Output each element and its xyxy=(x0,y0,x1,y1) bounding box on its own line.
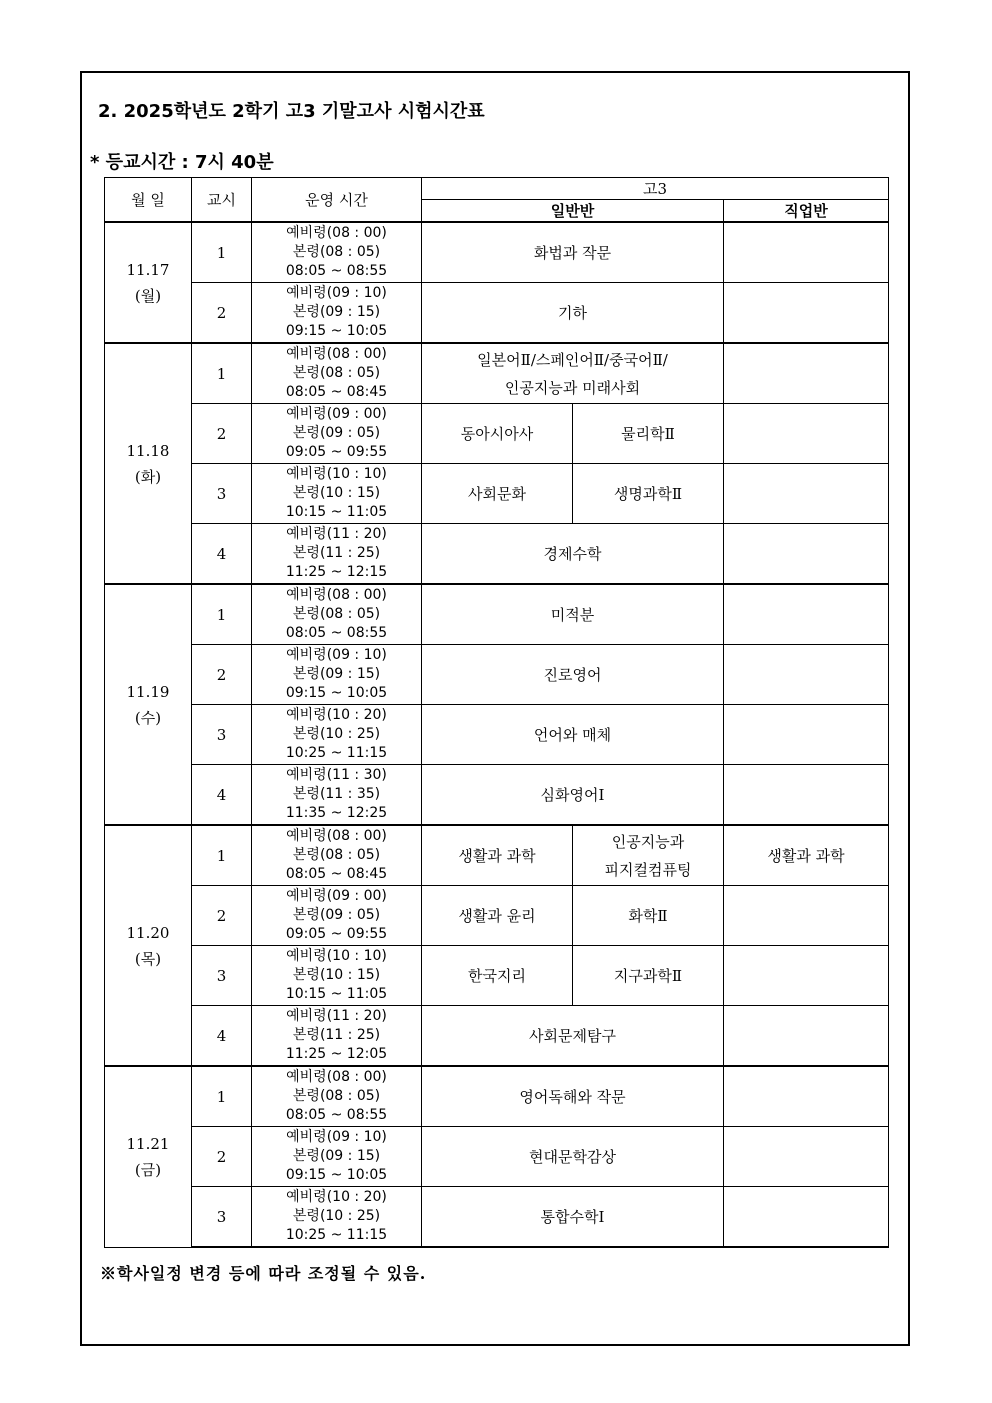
prep-bell-time: 예비령(09 : 10) xyxy=(286,285,387,301)
period-number: 3 xyxy=(192,1187,252,1248)
vocational-subject: 생활과 과학 xyxy=(724,825,889,886)
page-title: 2. 2025학년도 2학기 고3 기말고사 시험시간표 xyxy=(98,101,485,122)
exam-time-range: 10:15 ~ 11:05 xyxy=(285,986,388,1002)
period-number: 1 xyxy=(192,584,252,645)
table-row xyxy=(105,404,889,464)
prep-bell-time: 예비령(09 : 10) xyxy=(286,1129,387,1145)
time-cell xyxy=(252,584,422,645)
table-row xyxy=(105,1066,889,1127)
subject-name: 현대문학감상 xyxy=(529,1147,616,1166)
header-grade: 고3 xyxy=(422,178,889,200)
subject-cell xyxy=(422,524,724,585)
table-row xyxy=(105,645,889,705)
subject-name: 기하 xyxy=(558,303,587,322)
subject-cell xyxy=(422,886,573,946)
subject-name: 지구과학Ⅱ xyxy=(613,966,683,985)
vocational-subject xyxy=(724,404,889,464)
time-cell xyxy=(252,1127,422,1187)
table-row xyxy=(105,1127,889,1187)
exam-date: 11.17 xyxy=(126,260,170,279)
exam-time-range: 09:15 ~ 10:05 xyxy=(285,323,388,339)
time-cell xyxy=(252,283,422,344)
subject-cell xyxy=(573,886,724,946)
subject-cell xyxy=(422,1006,724,1067)
time-cell xyxy=(252,886,422,946)
subject-cell xyxy=(422,1187,724,1248)
vocational-subject xyxy=(724,584,889,645)
exam-time-range: 08:05 ~ 08:55 xyxy=(285,1107,388,1123)
prep-bell-time: 예비령(10 : 20) xyxy=(286,707,387,723)
period-number: 3 xyxy=(192,705,252,765)
footnote: ※학사일정 변경 등에 따라 조정될 수 있음. xyxy=(100,1264,427,1283)
period-number: 2 xyxy=(192,404,252,464)
header-time: 운영 시간 xyxy=(252,178,422,223)
time-cell xyxy=(252,524,422,585)
exam-time-range: 09:15 ~ 10:05 xyxy=(285,1167,388,1183)
time-cell xyxy=(252,222,422,283)
exam-date: 11.21 xyxy=(126,1134,170,1153)
exam-time-range: 08:05 ~ 08:55 xyxy=(285,625,388,641)
exam-date: 11.20 xyxy=(126,923,170,942)
table-row xyxy=(105,765,889,826)
time-cell xyxy=(252,645,422,705)
main-bell-time: 본령(09 : 05) xyxy=(292,907,381,923)
exam-time-range: 10:25 ~ 11:15 xyxy=(285,745,388,761)
prep-bell-time: 예비령(08 : 00) xyxy=(286,828,387,844)
prep-bell-time: 예비령(11 : 30) xyxy=(286,767,387,783)
exam-time-range: 08:05 ~ 08:45 xyxy=(285,866,388,882)
exam-time-range: 09:15 ~ 10:05 xyxy=(285,685,388,701)
date-cell xyxy=(105,825,192,1066)
main-bell-time: 본령(10 : 25) xyxy=(292,1208,381,1224)
table-row xyxy=(105,705,889,765)
subject-name: 생명과학Ⅱ xyxy=(613,484,683,503)
table-row xyxy=(105,343,889,404)
main-bell-time: 본령(08 : 05) xyxy=(292,244,381,260)
prep-bell-time: 예비령(11 : 20) xyxy=(286,1008,387,1024)
period-number: 1 xyxy=(192,343,252,404)
period-number: 2 xyxy=(192,1127,252,1187)
time-cell xyxy=(252,1066,422,1127)
time-cell xyxy=(252,1187,422,1248)
subject-cell xyxy=(422,584,724,645)
subject-cell xyxy=(573,946,724,1006)
period-number: 1 xyxy=(192,222,252,283)
exam-weekday: (화) xyxy=(134,467,162,486)
time-cell xyxy=(252,1006,422,1067)
exam-time-range: 10:15 ~ 11:05 xyxy=(285,504,388,520)
subject-cell xyxy=(573,825,724,886)
header-general-class: 일반반 xyxy=(422,200,724,223)
subject-name: 인공지능과 xyxy=(611,832,685,851)
main-bell-time: 본령(09 : 15) xyxy=(292,666,381,682)
subject-name: 화학Ⅱ xyxy=(628,906,668,925)
subject-name: 심화영어Ⅰ xyxy=(540,785,605,804)
exam-weekday: (금) xyxy=(134,1160,162,1179)
subject-name: 언어와 매체 xyxy=(533,725,612,744)
main-bell-time: 본령(10 : 25) xyxy=(292,726,381,742)
prep-bell-time: 예비령(10 : 10) xyxy=(286,948,387,964)
date-cell xyxy=(105,584,192,825)
date-cell xyxy=(105,343,192,584)
exam-time-range: 10:25 ~ 11:15 xyxy=(285,1227,388,1243)
vocational-subject xyxy=(724,705,889,765)
exam-time-range: 09:05 ~ 09:55 xyxy=(285,444,388,460)
vocational-subject xyxy=(724,765,889,826)
schedule-body xyxy=(105,222,889,1247)
date-cell xyxy=(105,1066,192,1247)
subject-cell xyxy=(422,283,724,344)
period-number: 4 xyxy=(192,1006,252,1067)
exam-time-range: 11:25 ~ 12:05 xyxy=(285,1046,388,1062)
vocational-subject xyxy=(724,886,889,946)
exam-time-range: 08:05 ~ 08:55 xyxy=(285,263,388,279)
prep-bell-time: 예비령(08 : 00) xyxy=(286,225,387,241)
subject-cell xyxy=(573,404,724,464)
period-number: 3 xyxy=(192,464,252,524)
exam-schedule-table xyxy=(104,177,889,1248)
vocational-subject xyxy=(724,464,889,524)
subject-name: 생활과 과학 xyxy=(458,846,536,865)
prep-bell-time: 예비령(08 : 00) xyxy=(286,587,387,603)
exam-time-range: 09:05 ~ 09:55 xyxy=(285,926,388,942)
period-number: 1 xyxy=(192,825,252,886)
time-cell xyxy=(252,404,422,464)
main-bell-time: 본령(08 : 05) xyxy=(292,606,381,622)
subject-name: 동아시아사 xyxy=(460,424,534,443)
subject-cell xyxy=(422,1127,724,1187)
date-cell xyxy=(105,222,192,343)
table-row xyxy=(105,464,889,524)
subject-cell xyxy=(422,645,724,705)
period-number: 4 xyxy=(192,765,252,826)
header-date: 월 일 xyxy=(105,178,192,223)
table-row xyxy=(105,946,889,1006)
exam-weekday: (수) xyxy=(134,708,162,727)
time-cell xyxy=(252,705,422,765)
subject-name: 피지컬컴퓨팅 xyxy=(604,860,692,879)
main-bell-time: 본령(10 : 15) xyxy=(292,485,381,501)
time-cell xyxy=(252,946,422,1006)
subject-cell xyxy=(422,705,724,765)
table-row xyxy=(105,886,889,946)
vocational-subject xyxy=(724,1127,889,1187)
subject-name: 사회문제탐구 xyxy=(529,1026,616,1045)
period-number: 2 xyxy=(192,886,252,946)
time-cell xyxy=(252,765,422,826)
subject-name: 한국지리 xyxy=(468,966,526,985)
subject-name: 물리학Ⅱ xyxy=(621,424,675,443)
vocational-subject xyxy=(724,645,889,705)
header-period: 교시 xyxy=(192,178,252,223)
subject-cell xyxy=(422,222,724,283)
time-cell xyxy=(252,343,422,404)
main-bell-time: 본령(10 : 15) xyxy=(292,967,381,983)
main-bell-time: 본령(09 : 15) xyxy=(292,1148,381,1164)
subject-cell xyxy=(422,464,573,524)
subject-cell xyxy=(422,946,573,1006)
exam-weekday: (월) xyxy=(134,286,162,305)
exam-time-range: 11:25 ~ 12:15 xyxy=(285,564,388,580)
table-row xyxy=(105,222,889,283)
subject-name: 진로영어 xyxy=(543,665,602,684)
period-number: 2 xyxy=(192,283,252,344)
vocational-subject xyxy=(724,1006,889,1067)
exam-date: 11.19 xyxy=(126,682,170,701)
prep-bell-time: 예비령(10 : 20) xyxy=(286,1189,387,1205)
subject-name: 화법과 작문 xyxy=(533,243,612,262)
prep-bell-time: 예비령(09 : 00) xyxy=(286,888,387,904)
exam-date: 11.18 xyxy=(126,441,170,460)
main-bell-time: 본령(09 : 15) xyxy=(292,304,381,320)
prep-bell-time: 예비령(10 : 10) xyxy=(286,466,387,482)
vocational-subject xyxy=(724,524,889,585)
subject-name: 미적분 xyxy=(550,605,595,624)
main-bell-time: 본령(09 : 05) xyxy=(292,425,381,441)
table-row xyxy=(105,825,889,886)
subject-name: 통합수학Ⅰ xyxy=(540,1207,605,1226)
subject-cell xyxy=(573,464,724,524)
arrival-time: * 등교시간 : 7시 40분 xyxy=(90,152,274,173)
subject-cell xyxy=(422,1066,724,1127)
period-number: 4 xyxy=(192,524,252,585)
header-vocational-class: 직업반 xyxy=(724,200,889,223)
time-cell xyxy=(252,825,422,886)
vocational-subject xyxy=(724,222,889,283)
time-cell xyxy=(252,464,422,524)
subject-name: 생활과 윤리 xyxy=(458,906,536,925)
exam-weekday: (목) xyxy=(134,949,162,968)
vocational-subject xyxy=(724,343,889,404)
vocational-subject xyxy=(724,283,889,344)
prep-bell-time: 예비령(08 : 00) xyxy=(286,346,387,362)
subject-name: 일본어Ⅱ/스페인어Ⅱ/중국어Ⅱ/ xyxy=(477,350,668,369)
main-bell-time: 본령(08 : 05) xyxy=(292,847,381,863)
main-bell-time: 본령(08 : 05) xyxy=(292,365,381,381)
period-number: 3 xyxy=(192,946,252,1006)
vocational-subject xyxy=(724,1066,889,1127)
subject-cell xyxy=(422,765,724,826)
main-bell-time: 본령(11 : 25) xyxy=(292,545,381,561)
table-row xyxy=(105,1187,889,1248)
exam-time-range: 11:35 ~ 12:25 xyxy=(285,805,388,821)
exam-time-range: 08:05 ~ 08:45 xyxy=(285,384,388,400)
table-row xyxy=(105,283,889,344)
period-number: 2 xyxy=(192,645,252,705)
prep-bell-time: 예비령(09 : 10) xyxy=(286,647,387,663)
subject-name: 사회문화 xyxy=(468,484,526,503)
table-row xyxy=(105,1006,889,1067)
subject-name: 영어독해와 작문 xyxy=(519,1087,626,1106)
subject-name: 인공지능과 미래사회 xyxy=(504,378,641,397)
prep-bell-time: 예비령(08 : 00) xyxy=(286,1069,387,1085)
vocational-subject xyxy=(724,1187,889,1248)
main-bell-time: 본령(08 : 05) xyxy=(292,1088,381,1104)
vocational-subject xyxy=(724,946,889,1006)
table-row xyxy=(105,524,889,585)
table-row xyxy=(105,584,889,645)
period-number: 1 xyxy=(192,1066,252,1127)
subject-cell xyxy=(422,343,724,404)
main-bell-time: 본령(11 : 25) xyxy=(292,1027,381,1043)
subject-cell xyxy=(422,825,573,886)
prep-bell-time: 예비령(09 : 00) xyxy=(286,406,387,422)
subject-cell xyxy=(422,404,573,464)
subject-name: 경제수학 xyxy=(543,544,602,563)
main-bell-time: 본령(11 : 35) xyxy=(292,786,381,802)
prep-bell-time: 예비령(11 : 20) xyxy=(286,526,387,542)
